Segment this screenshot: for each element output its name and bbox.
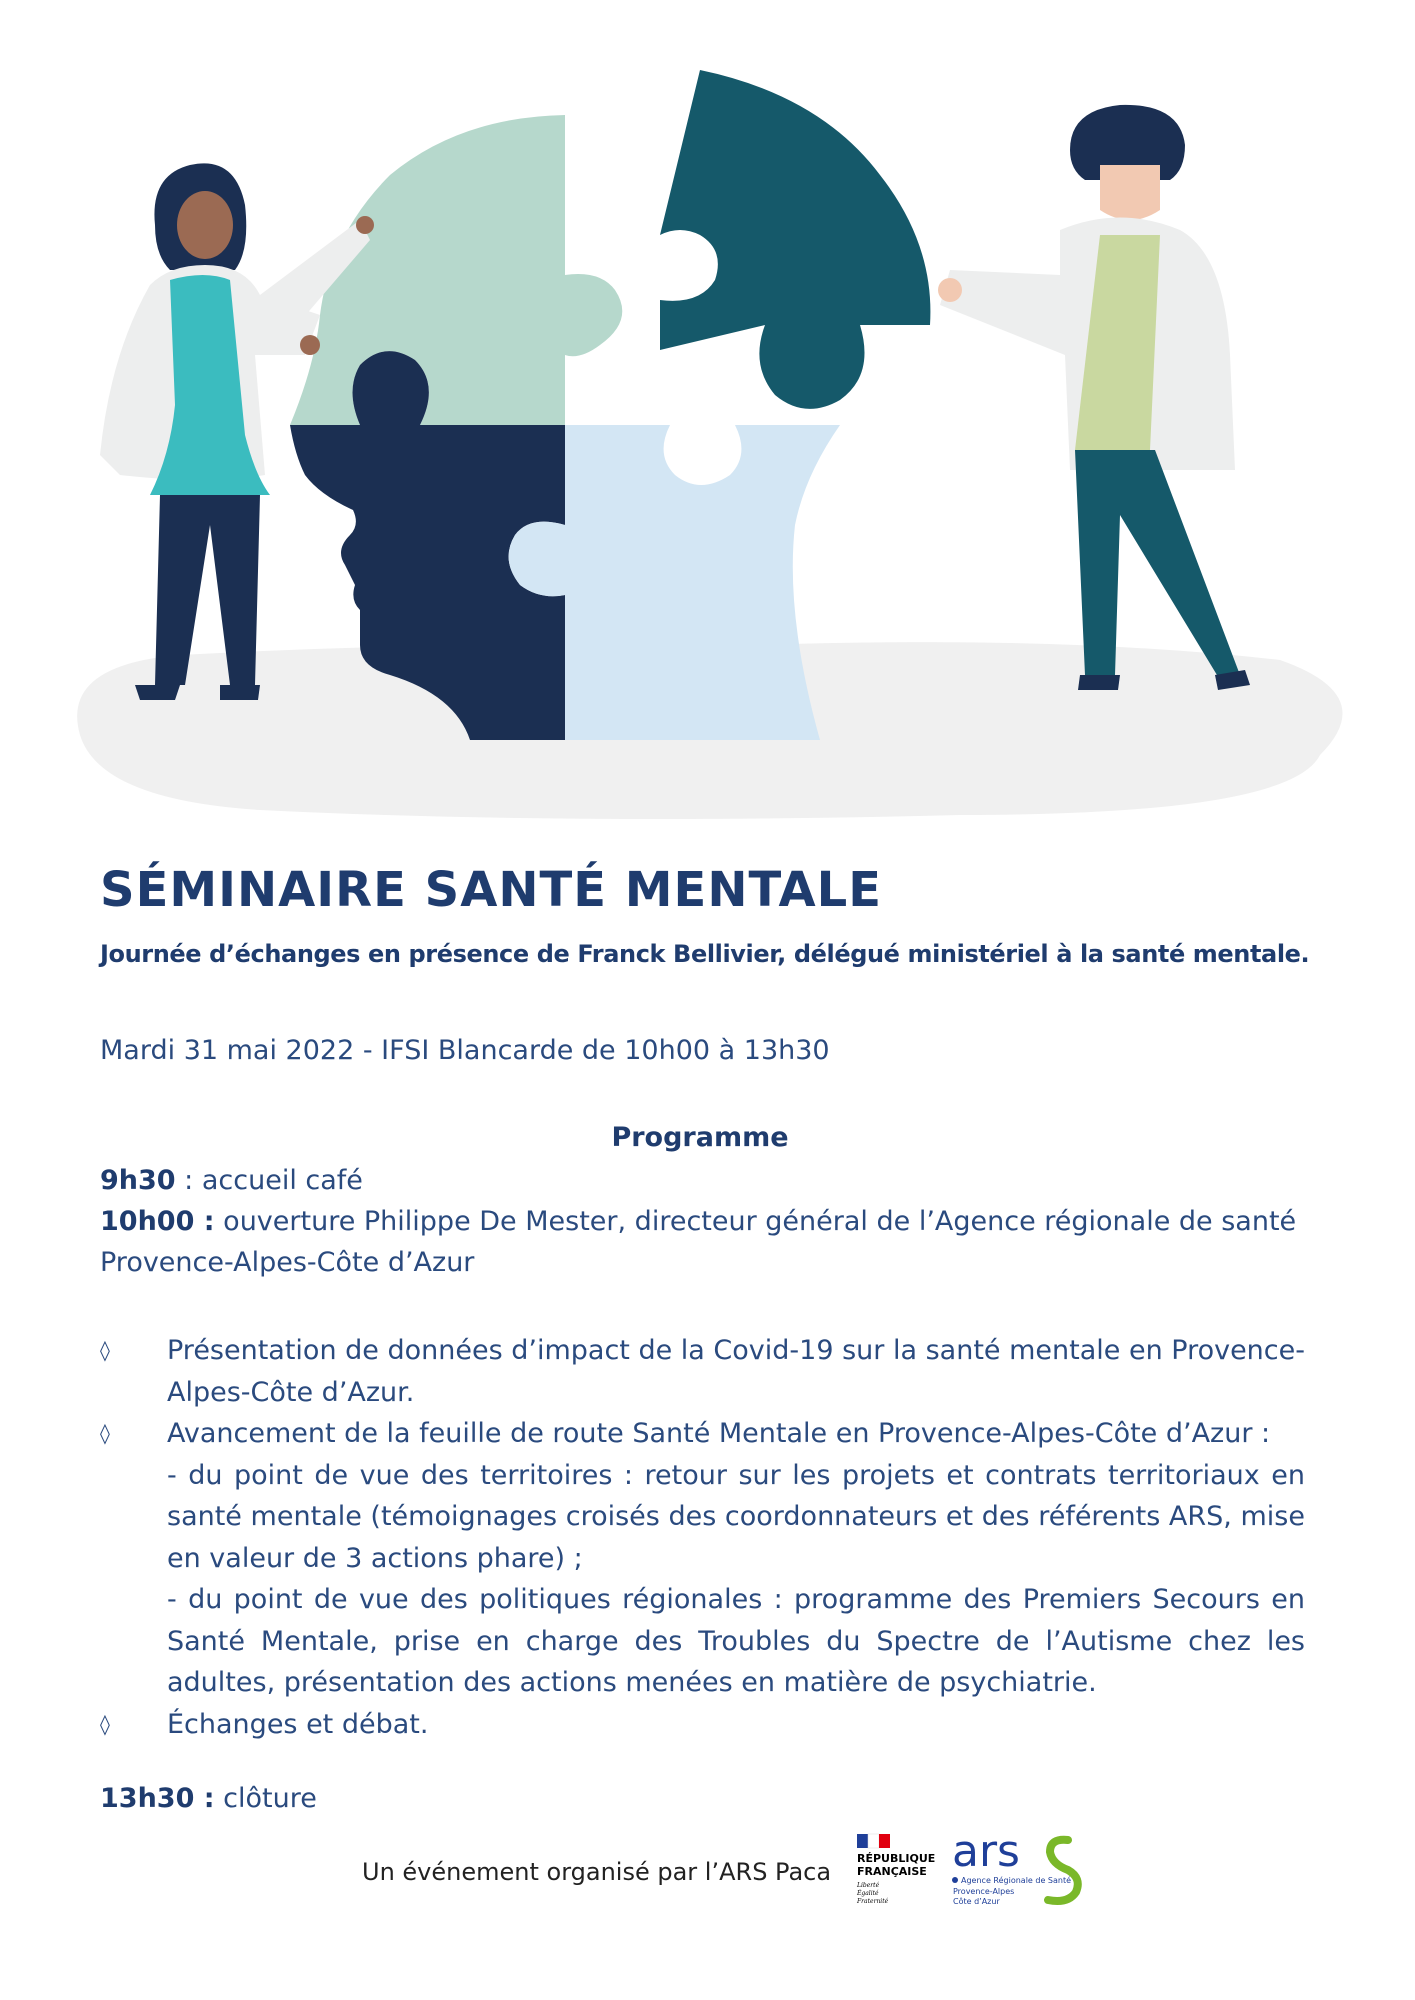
- schedule-time: 9h30: [100, 1165, 176, 1196]
- bullet-subtext-territories: - du point de vue des territoires : retour sur les projets et contrats territoriaux en santé mentale (témoignages croisés des coordonnateurs et des référents ARS, mise en valeur de 3 actions phare) ;: [167, 1459, 1305, 1574]
- puzzle-piece-teal: [660, 70, 930, 409]
- schedule-time: 10h00 :: [100, 1206, 215, 1237]
- bullet-item-roadmap: [100, 1413, 1305, 1704]
- schedule-text: clôture: [223, 1783, 317, 1814]
- svg-text:Égalité: Égalité: [857, 1890, 879, 1897]
- svg-text:ars: ars: [952, 1830, 1020, 1877]
- svg-text:Fraternité: Fraternité: [857, 1898, 889, 1905]
- event-date-location: Mardi 31 mai 2022 - IFSI Blancarde de 10h00 à 13h30: [100, 1035, 830, 1066]
- organizer-text: Un événement organisé par l’ARS Paca: [362, 1858, 832, 1886]
- schedule-time: 13h30 :: [100, 1783, 215, 1814]
- svg-text:Liberté: Liberté: [857, 1882, 880, 1889]
- subtitle: Journée d’échanges en présence de Franck Bellivier, délégué ministériel à la santé mentale.: [100, 940, 1310, 968]
- schedule-separator: :: [175, 1165, 202, 1196]
- page-title: SÉMINAIRE SANTÉ MENTALE: [100, 862, 883, 918]
- bullet-text: Avancement de la feuille de route Santé Mentale en Provence-Alpes-Côte d’Azur :: [167, 1418, 1271, 1449]
- svg-text:FRANÇAISE: FRANÇAISE: [857, 1865, 927, 1878]
- svg-text:Provence-Alpes: Provence-Alpes: [953, 1887, 1015, 1896]
- republique-francaise-logo: [855, 1832, 950, 1912]
- bullet-diamond-icon: ◊: [100, 1338, 110, 1362]
- svg-text:RÉPUBLIQUE: RÉPUBLIQUE: [857, 1852, 936, 1865]
- bullet-subtext-policies: - du point de vue des politiques régionales : programme des Premiers Secours en Santé Mentale, prise en charge des Troubles du Spectre de l’Autisme chez les adultes, présentation des actions menées en matière de psychiatrie.: [167, 1584, 1305, 1698]
- ars-logo: [950, 1830, 1085, 1912]
- bullet-item-covid: [100, 1330, 1305, 1413]
- schedule-text: ouverture Philippe De Mester, directeur général de l’Agence régionale de santé Provence-Alpes-Côte d’Azur: [100, 1206, 1297, 1278]
- svg-text:Agence Régionale de Santé: Agence Régionale de Santé: [961, 1876, 1072, 1885]
- program-heading: Programme: [611, 1122, 789, 1153]
- schedule-text: accueil café: [201, 1165, 363, 1196]
- schedule-separator: [215, 1206, 224, 1237]
- bullet-item-debate: [100, 1704, 1305, 1746]
- bullet-text: Présentation de données d’impact de la Covid-19 sur la santé mentale en Provence-Alpes-Côte d’Azur.: [167, 1335, 1305, 1408]
- bullet-diamond-icon: ◊: [100, 1711, 110, 1736]
- doctor-man-figure: [938, 105, 1250, 690]
- schedule-item-welcome: [100, 1160, 1300, 1201]
- hero-illustration: [60, 55, 1360, 825]
- bullet-diamond-icon: ◊: [100, 1421, 110, 1445]
- schedule-item-closing: [100, 1778, 1300, 1819]
- schedule-item-opening: [100, 1201, 1300, 1283]
- bullet-text: Échanges et débat.: [167, 1708, 429, 1740]
- program-bullet-list: [100, 1330, 1305, 1745]
- svg-text:Côte d’Azur: Côte d’Azur: [953, 1897, 1000, 1906]
